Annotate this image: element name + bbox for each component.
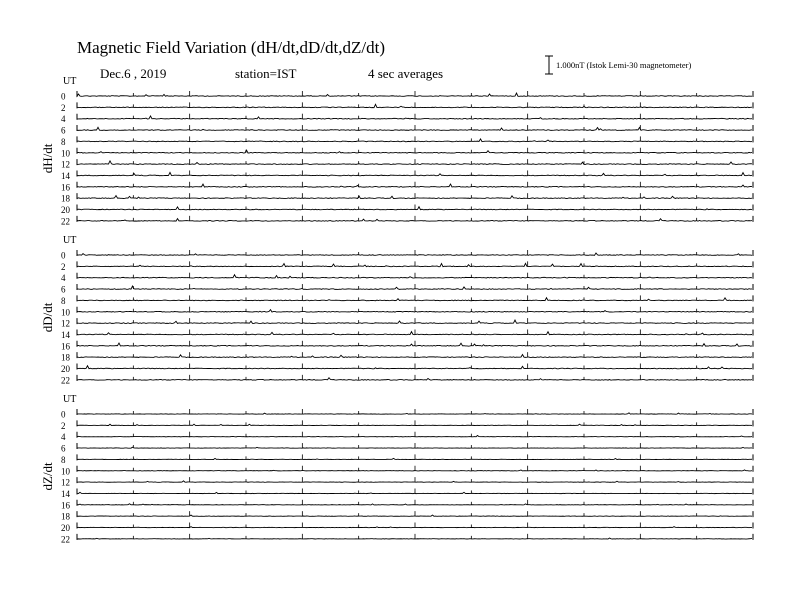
trace-line	[77, 504, 752, 505]
hour-label: 2	[61, 261, 66, 272]
hour-label: 10	[61, 466, 70, 477]
trace-line	[77, 320, 752, 323]
hour-label: 4	[61, 114, 66, 125]
trace-line	[77, 127, 752, 130]
trace-line	[77, 139, 752, 142]
hour-label: 0	[61, 409, 66, 420]
hour-label: 12	[61, 477, 70, 488]
trace-line	[77, 116, 752, 119]
trace-line	[77, 161, 752, 165]
trace-line	[77, 286, 752, 289]
trace-line	[77, 424, 752, 425]
hour-label: 16	[61, 341, 70, 352]
trace-line	[77, 366, 752, 369]
trace-line	[77, 104, 752, 107]
hour-label: 16	[61, 182, 70, 193]
hour-label: 18	[61, 352, 70, 363]
panels	[40, 76, 753, 544]
trace-line	[77, 172, 752, 175]
hour-label: 14	[61, 170, 70, 181]
trace-line	[77, 481, 752, 482]
trace-line	[77, 538, 752, 539]
date-label: Dec.6 , 2019	[100, 66, 167, 81]
trace-line	[77, 184, 752, 187]
trace-line	[77, 447, 752, 448]
trace-line	[77, 263, 752, 266]
hour-label: 10	[61, 148, 70, 159]
hour-label: 22	[61, 534, 70, 545]
hour-label: 16	[61, 500, 70, 511]
trace-line	[77, 332, 752, 335]
hour-label: 0	[61, 250, 66, 261]
hour-label: 12	[61, 318, 70, 329]
trace-line	[77, 515, 752, 516]
hour-label: 20	[61, 205, 70, 215]
trace-line	[77, 435, 752, 436]
hour-label: 20	[61, 364, 70, 374]
y-axis-label: dD/dt	[40, 302, 55, 333]
trace-line	[77, 219, 752, 222]
hour-label: 4	[61, 273, 66, 284]
hour-label: 6	[61, 284, 66, 295]
hour-label: 8	[61, 454, 66, 465]
ut-label: UT	[63, 235, 77, 246]
hour-label: 18	[61, 193, 70, 204]
panel-dh-dt	[40, 76, 753, 226]
trace-line	[77, 93, 752, 96]
trace-line	[77, 207, 752, 210]
hour-label: 18	[61, 511, 70, 522]
hour-label: 0	[61, 91, 66, 102]
hour-label: 6	[61, 125, 66, 136]
hour-label: 12	[61, 159, 70, 170]
scale-bar	[545, 56, 553, 74]
hour-label: 22	[61, 216, 70, 227]
ut-label: UT	[63, 394, 77, 405]
hour-label: 20	[61, 523, 70, 533]
averaging-label: 4 sec averages	[368, 66, 444, 81]
panel-dz-dt	[40, 394, 753, 544]
trace-line	[77, 470, 752, 471]
trace-line	[77, 492, 752, 493]
scale-label: 1.000nT (Istok Lemi-30 magnetometer)	[556, 60, 692, 70]
trace-line	[77, 298, 752, 301]
hour-label: 4	[61, 432, 66, 443]
trace-line	[77, 275, 752, 278]
hour-label: 6	[61, 443, 66, 454]
station-label: station=IST	[235, 66, 297, 81]
hour-label: 2	[61, 420, 66, 431]
y-axis-label: dZ/dt	[40, 462, 55, 491]
hour-label: 14	[61, 488, 70, 499]
hour-label: 10	[61, 307, 70, 318]
trace-line	[77, 355, 752, 358]
hour-label: 14	[61, 329, 70, 340]
trace-line	[77, 196, 752, 199]
hour-label: 8	[61, 295, 66, 306]
chart-title: Magnetic Field Variation (dH/dt,dD/dt,dZ/dt)	[77, 38, 386, 57]
y-axis-label: dH/dt	[40, 143, 55, 174]
hour-label: 22	[61, 375, 70, 386]
panel-dd-dt	[40, 235, 753, 385]
trace-line	[77, 343, 752, 346]
trace-line	[77, 527, 752, 528]
ut-label: UT	[63, 76, 77, 87]
trace-line	[77, 310, 752, 312]
trace-line	[77, 253, 752, 255]
hour-label: 8	[61, 136, 66, 147]
trace-line	[77, 150, 752, 153]
trace-line	[77, 378, 752, 380]
trace-line	[77, 413, 752, 414]
hour-label: 2	[61, 102, 66, 113]
trace-line	[77, 458, 752, 459]
